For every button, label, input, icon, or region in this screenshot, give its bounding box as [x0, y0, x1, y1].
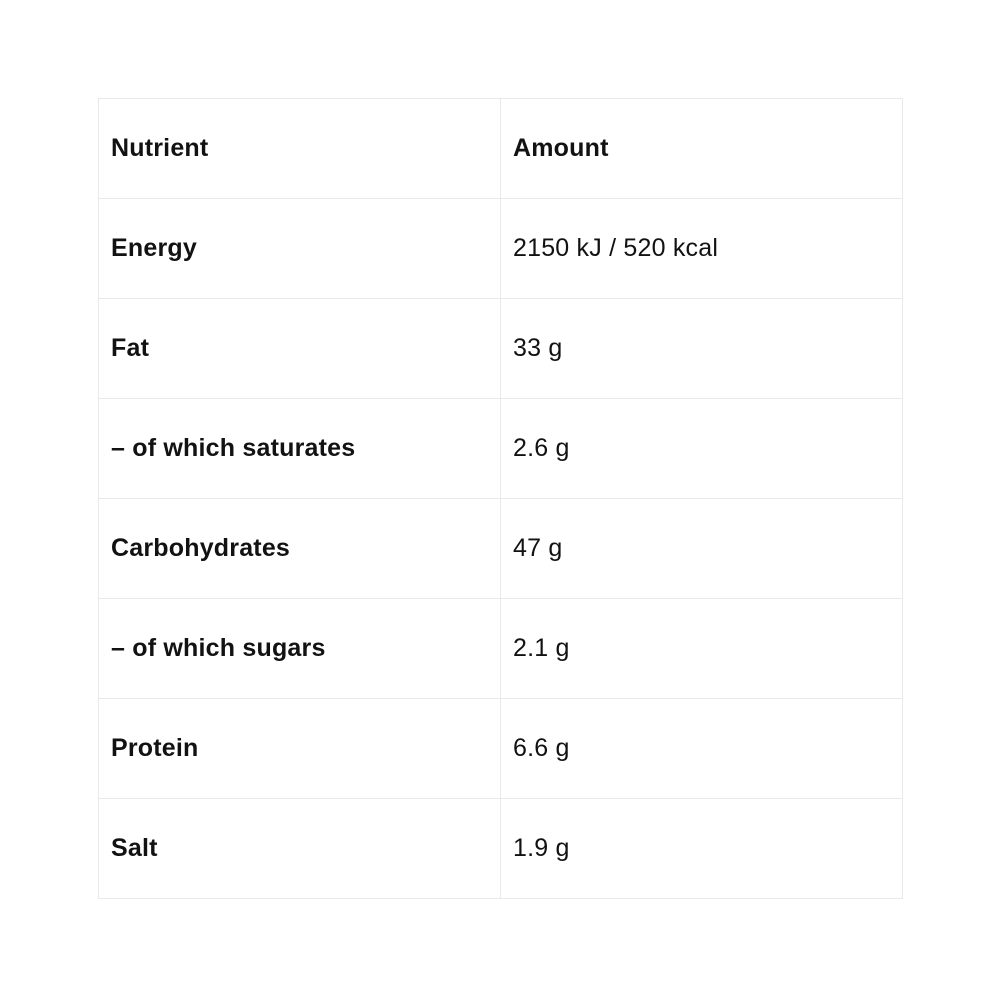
column-header-nutrient: Nutrient	[99, 99, 501, 199]
table-row	[99, 299, 903, 399]
nutrient-label: – of which sugars	[99, 599, 501, 699]
table-body	[99, 199, 903, 899]
column-header-amount: Amount	[501, 99, 903, 199]
nutrient-label: Carbohydrates	[99, 499, 501, 599]
amount-value: 33 g	[501, 299, 903, 399]
amount-value: 2.6 g	[501, 399, 903, 499]
table-row	[99, 499, 903, 599]
table-row	[99, 599, 903, 699]
table-row	[99, 699, 903, 799]
amount-value: 2150 kJ / 520 kcal	[501, 199, 903, 299]
table-row	[99, 799, 903, 899]
amount-value: 1.9 g	[501, 799, 903, 899]
amount-value: 2.1 g	[501, 599, 903, 699]
nutrition-table	[98, 98, 903, 899]
nutrient-label: Fat	[99, 299, 501, 399]
nutrient-label: Protein	[99, 699, 501, 799]
table-row	[99, 199, 903, 299]
nutrient-label: Energy	[99, 199, 501, 299]
table-header-row	[99, 99, 903, 199]
nutrient-label: Salt	[99, 799, 501, 899]
amount-value: 47 g	[501, 499, 903, 599]
nutrient-label: – of which saturates	[99, 399, 501, 499]
amount-value: 6.6 g	[501, 699, 903, 799]
table-row	[99, 399, 903, 499]
